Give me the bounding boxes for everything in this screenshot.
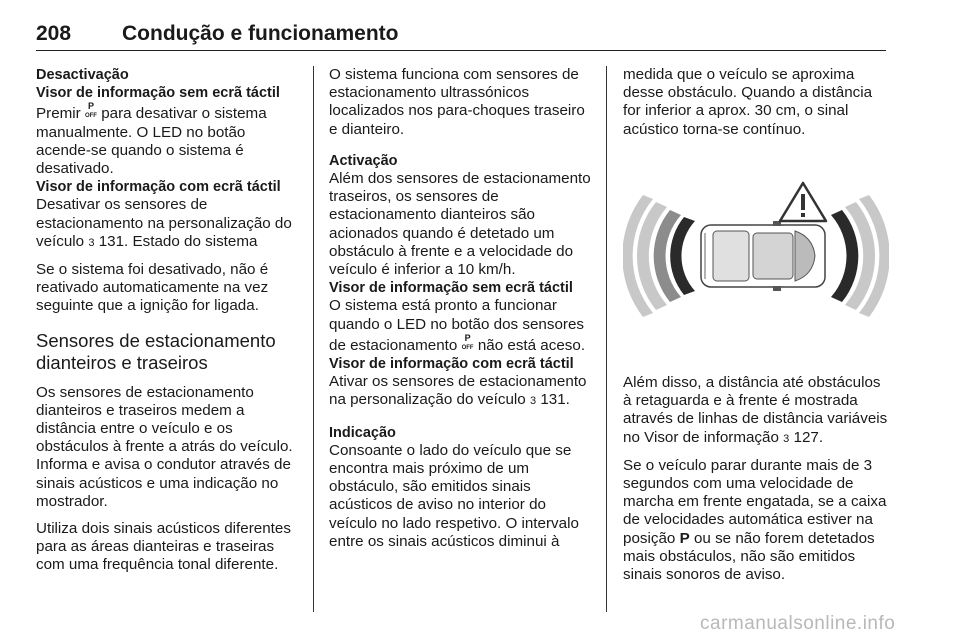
warning-triangle-icon bbox=[780, 183, 826, 221]
parking-sensor-off-icon: P OFF bbox=[84, 101, 97, 120]
paragraph: Consoante o lado do veículo que se encontra mais próximo de um obstáculo, são emitidos sinais acústicos de aviso no interior do veículo no lado respetivo. O intervalo entre os sinais acústicos diminui à bbox=[329, 441, 579, 550]
paragraph: Os sensores de estacionamento dianteiros e traseiros medem a distância entre o veículo e os obstáculos à frente a atrás do veículo. Informa e avisa o condutor através de sinais acústicos e uma indicação no mostrador. bbox=[36, 383, 293, 510]
page-header bbox=[36, 22, 886, 51]
car-top-view bbox=[701, 221, 825, 291]
paragraph: Se o sistema foi desativado, não é reativado automaticamente na vez seguinte que a ignição for ligada. bbox=[36, 261, 269, 315]
paragraph: Ativar os sensores de estacionamento na personalização do veículo 3 131. bbox=[329, 373, 587, 409]
watermark: carmanualsonline.info bbox=[700, 613, 896, 634]
paragraph: O sistema funciona com sensores de estacionamento ultrassónicos localizados nos para-choques traseiro e dianteiro. bbox=[329, 66, 585, 138]
column-divider bbox=[606, 66, 607, 612]
page-reference-icon: 3 bbox=[783, 432, 790, 445]
paragraph: Além dos sensores de estacionamento traseiros, os sensores de estacionamento dianteiros são acionados quando é detetado um obstáculo à frente e a velocidade do veículo é inferior a 10 km/h. bbox=[329, 170, 591, 279]
rear-sensor-arcs bbox=[623, 195, 695, 317]
front-sensor-arcs bbox=[831, 195, 889, 317]
paragraph: Premir P OFF para desativar o sistema manualmente. O LED no botão acende-se quando o sistema é desativado. bbox=[36, 101, 267, 178]
paragraph: medida que o veículo se aproxima desse obstáculo. Quando a distância for inferior a aprox. 30 cm, o sinal acústico torna-se contínuo. bbox=[623, 66, 873, 138]
paragraph: Além disso, a distância até obstáculos à retaguarda e à frente é mostrada através de linhas de distância variáveis no Visor de informação 3 127. bbox=[623, 374, 888, 446]
heading-desactivacao: Desactivação bbox=[36, 67, 129, 83]
paragraph: Se o veículo parar durante mais de 3 segundos com uma velocidade de marcha em frente engatada, se a caixa de velocidades automática estiver na posição P ou se não forem detetados mais obstáculos, não são emitidos sinais sonoros de aviso. bbox=[623, 456, 887, 584]
parking-sensor-off-icon: P OFF bbox=[461, 332, 474, 351]
subheading-sem-ecra: Visor de informação sem ecrã táctil bbox=[329, 280, 573, 297]
column-1 bbox=[36, 66, 300, 575]
heading-activacao: Activação bbox=[329, 152, 398, 169]
subheading-com-ecra: Visor de informação com ecrã táctil bbox=[329, 356, 574, 373]
heading-indicacao: Indicação bbox=[329, 424, 396, 441]
page-reference-icon: 3 bbox=[88, 236, 95, 249]
paragraph: Utiliza dois sinais acústicos diferentes para as áreas dianteiras e traseiras com uma frequência tonal diferente. bbox=[36, 520, 291, 574]
page-reference-icon: 3 bbox=[529, 395, 537, 408]
column-3 bbox=[623, 66, 889, 584]
column-2 bbox=[329, 66, 597, 551]
page-title: Condução e funcionamento bbox=[122, 22, 399, 45]
column-divider bbox=[313, 66, 314, 612]
page-number: 208 bbox=[36, 22, 72, 45]
section-heading: Sensores de estacionamento dianteiros e traseiros bbox=[36, 329, 276, 373]
subheading-sem-ecra: Visor de informação sem ecrã táctil bbox=[36, 85, 280, 102]
paragraph: Desativar os sensores de estacionamento na personalização do veículo 3 131. Estado do sistema bbox=[36, 196, 292, 250]
paragraph: O sistema está pronto a funcionar quando o LED no botão dos sensores de estacionamento P OFF não está aceso. bbox=[329, 297, 586, 354]
parking-sensor-illustration bbox=[623, 181, 889, 331]
subheading-com-ecra: Visor de informação com ecrã táctil bbox=[36, 179, 281, 196]
